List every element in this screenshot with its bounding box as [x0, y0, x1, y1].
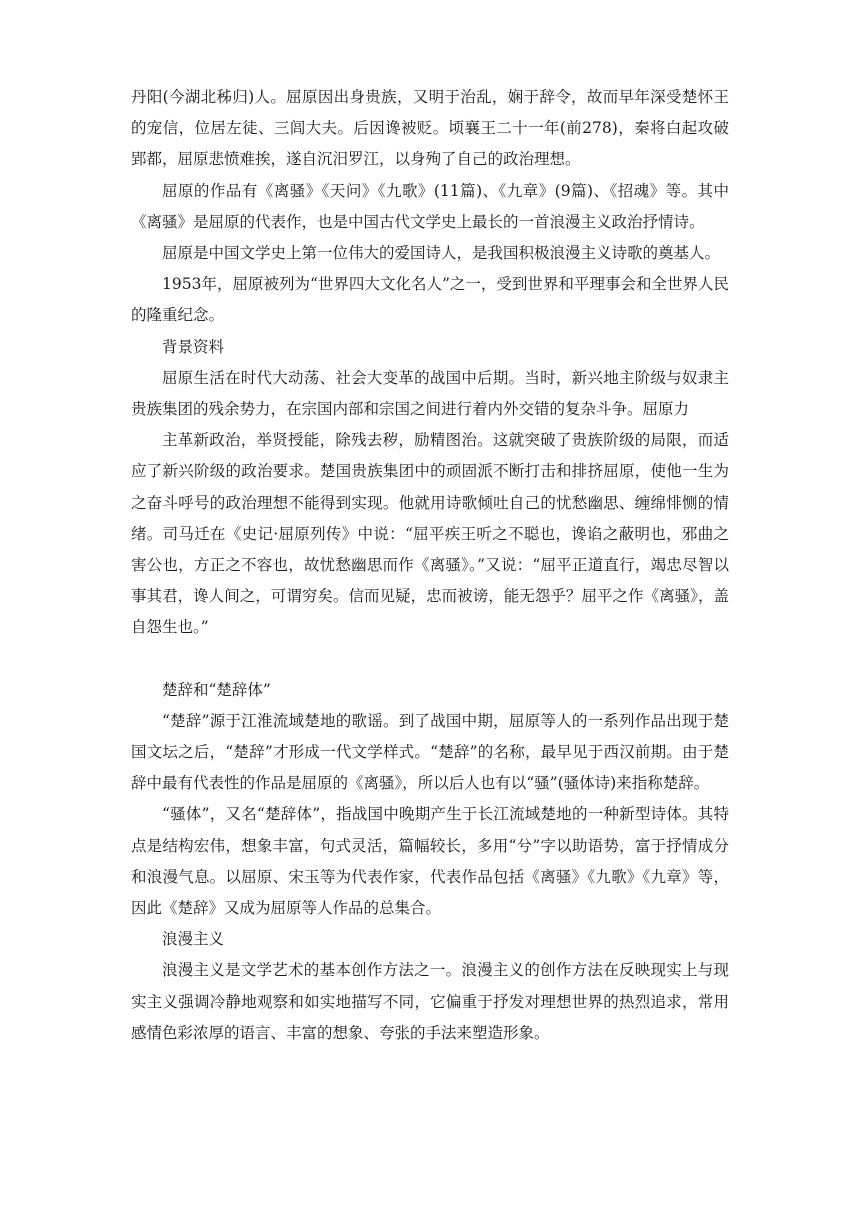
paragraph-chuci-origin: “楚辞”源于江淮流域楚地的歌谣。到了战国中期，屈原等人的一系列作品出现于楚国文坛之后，“楚辞”才形成一代文学样式。“楚辞”的名称，最早见于西汉前期。由于楚辞中最有代表性的作品是屈原的《离骚》，所以后人也有以“骚”(骚体诗)来指称楚辞。 — [131, 711, 729, 793]
paragraph-1953-commemoration: 1953年，屈原被列为“世界四大文化名人”之一，受到世界和平理事会和全世界人民的隆重纪念。 — [131, 275, 729, 325]
section-heading-chuci: 楚辞和“楚辞体” — [162, 680, 271, 699]
document-body — [131, 82, 729, 1049]
paragraph-qu-yuan-works: 屈原的作品有《离骚》《天问》《九歌》(11篇)、《九章》(9篇)、《招魂》等。其中《离骚》是屈原的代表作，也是中国古代文学史上最长的一首浪漫主义政治抒情诗。 — [131, 181, 729, 231]
paragraph-political-reform: 主革新政治，举贤授能，除残去秽，励精图治。这就突破了贵族阶级的局限，而适应了新兴阶级的政治要求。楚国贵族集团中的顽固派不断打击和排挤屈原，使他一生为之奋斗呼号的政治理想不能得到实现。他就用诗歌倾吐自己的忧愁幽思、缠绵悱恻的情绪。司马迁在《史记·屈原列传》中说：“屈平疾王听之不聪也，谗谄之蔽明也，邪曲之害公也，方正之不容也，故忧愁幽思而作《离骚》。”又说：“屈平正道直行，竭忠尽智以事其君，谗人间之，可谓穷矣。信而见疑，忠而被谤，能无怨乎？屈平之作《离骚》，盖自怨生也。” — [131, 431, 729, 637]
section-spacer — [131, 644, 729, 675]
section-heading-background: 背景资料 — [162, 337, 225, 356]
section-heading-romanticism: 浪漫主义 — [162, 930, 225, 949]
paragraph-background-era: 屈原生活在时代大动荡、社会大变革的战国中后期。当时，新兴地主阶级与奴隶主贵族集团的残余势力，在宗国内部和宗国之间进行着内外交错的复杂斗争。屈原力 — [131, 368, 729, 419]
paragraph-qu-yuan-biography: 丹阳(今湖北秭归)人。屈原因出身贵族，又明于治乱，娴于辞令，故而早年深受楚怀王的宠信，位居左徒、三闾大夫。后因谗被贬。顷襄王二十一年(前278)，秦将白起攻破郢都，屈原悲愤难挨，遂自沉汨罗江，以身殉了自己的政治理想。 — [131, 88, 729, 169]
paragraph-romanticism-definition: 浪漫主义是文学艺术的基本创作方法之一。浪漫主义的创作方法在反映现实上与现实主义强调冷静地观察和如实地描写不同，它偏重于抒发对理想世界的热烈追求，常用感情色彩浓厚的语言、丰富的想象、夸张的手法来塑造形象。 — [131, 961, 729, 1042]
paragraph-sao-style: “骚体”，又名“楚辞体”，指战国中晚期产生于长江流域楚地的一种新型诗体。其特点是结构宏伟，想象丰富，句式灵活，篇幅较长，多用“兮”字以助语势，富于抒情成分和浪漫气息。以屈原、宋玉等为代表作家，代表作品包括《离骚》《九歌》《九章》等，因此《楚辞》又成为屈原等人作品的总集合。 — [131, 805, 729, 918]
paragraph-patriotic-poet: 屈原是中国文学史上第一位伟大的爱国诗人，是我国积极浪漫主义诗歌的奠基人。 — [162, 244, 721, 263]
